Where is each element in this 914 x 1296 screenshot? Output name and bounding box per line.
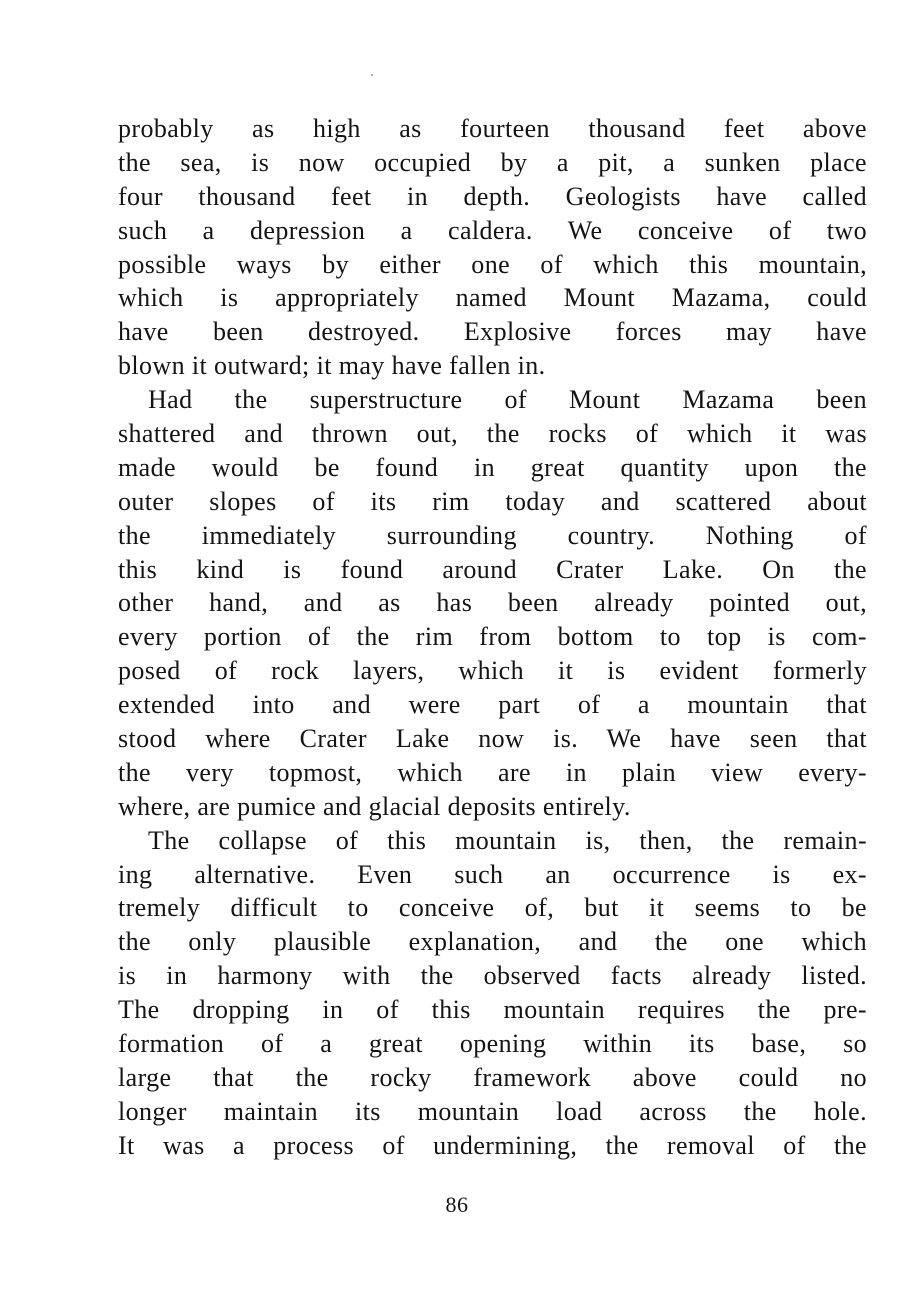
body-text	[118, 112, 867, 1163]
text-line: every portion of the rim from bottom to top is com-	[118, 622, 867, 652]
text-line: stood where Crater Lake now is. We have seen that	[118, 724, 867, 754]
text-line: shattered and thrown out, the rocks of which it was	[118, 419, 867, 449]
text-line: longer maintain its mountain load across the hole.	[118, 1096, 867, 1126]
text-line: ing alternative. Even such an occurrence is ex-	[118, 859, 867, 889]
text-line: extended into and were part of a mountain that	[118, 690, 867, 720]
text-line: It was a process of undermining, the removal of the	[118, 1130, 867, 1160]
text-line: such a depression a caldera. We conceive of two	[118, 215, 867, 245]
text-line: other hand, and as has been already pointed out,	[118, 588, 867, 618]
text-line: is in harmony with the observed facts already listed.	[118, 961, 867, 991]
text-line: possible ways by either one of which this mountain,	[118, 249, 867, 279]
text-line: posed of rock layers, which it is evident formerly	[118, 656, 867, 686]
text-line: Had the superstructure of Mount Mazama been	[148, 385, 867, 415]
text-line: the immediately surrounding country. Nothing of	[118, 520, 867, 550]
text-line: The dropping in of this mountain requires the pre-	[118, 995, 867, 1025]
text-line: which is appropriately named Mount Mazama, could	[118, 283, 867, 313]
text-line: this kind is found around Crater Lake. On the	[118, 554, 867, 584]
text-line: made would be found in great quantity upon the	[118, 452, 867, 482]
text-line: have been destroyed. Explosive forces may have	[118, 317, 867, 347]
text-line: the only plausible explanation, and the one which	[118, 927, 867, 957]
text-line: formation of a great opening within its base, so	[118, 1029, 867, 1059]
text-line: The collapse of this mountain is, then, the remain-	[148, 825, 867, 855]
page-number: 86	[445, 1192, 469, 1217]
text-line: outer slopes of its rim today and scattered about	[118, 486, 867, 516]
text-line: probably as high as fourteen thousand feet above	[118, 114, 867, 143]
text-line: where, are pumice and glacial deposits entirely.	[118, 791, 631, 821]
text-line: blown it outward; it may have fallen in.	[118, 351, 546, 381]
text-line: four thousand feet in depth. Geologists have called	[118, 181, 867, 211]
text-line: large that the rocky framework above could no	[118, 1062, 867, 1092]
print-speck	[371, 74, 373, 76]
text-line: the sea, is now occupied by a pit, a sunken place	[118, 147, 867, 177]
text-line: tremely difficult to conceive of, but it seems to be	[118, 893, 867, 923]
text-line: the very topmost, which are in plain view every-	[118, 757, 867, 787]
